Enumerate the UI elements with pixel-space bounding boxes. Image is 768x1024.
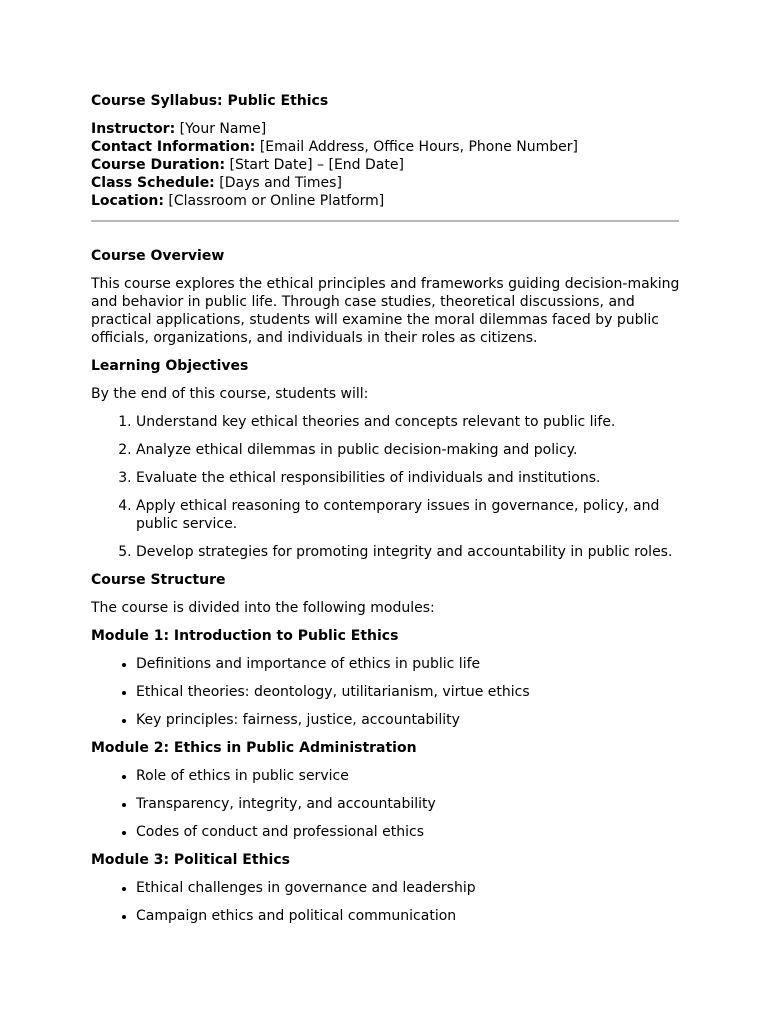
list-item: • Definitions and importance of ethics in public life [136,655,681,673]
list-item: • Ethical challenges in governance and leadership [136,879,681,897]
contact-value: [Email Address, Office Hours, Phone Number] [255,139,578,155]
objectives-heading: Learning Objectives [91,358,249,374]
schedule-line [91,174,681,192]
course-info [91,120,681,210]
location-value: [Classroom or Online Platform] [163,193,385,209]
objectives-list [91,413,681,561]
duration-label: Course Duration: [91,157,226,173]
module-2-title: Module 2: Ethics in Public Administration [91,740,417,756]
overview-text: This course explores the ethical principles and frameworks guiding decision-making and behavior in public life. Through case studies, theoretical discussions, and practical applications, students will examine the moral dilemmas faced by public officials, organizations, and individuals in their roles as citizens. [91,276,680,346]
schedule-label: Class Schedule: [91,175,215,191]
list-item: 2. Analyze ethical dilemmas in public decision-making and policy. [136,441,681,459]
duration-value: [Start Date] – [End Date] [225,157,404,173]
list-item: 3. Evaluate the ethical responsibilities of individuals and institutions. [136,469,681,487]
instructor-label: Instructor: [91,121,176,137]
location-label: Location: [91,193,164,209]
contact-line [91,138,681,156]
list-item: 4. Apply ethical reasoning to contemporary issues in governance, policy, and public service. [136,497,681,533]
list-item: • Codes of conduct and professional ethics [136,823,681,841]
structure-heading: Course Structure [91,572,226,588]
module-2-list [91,767,681,841]
location-line [91,192,681,210]
list-item: • Campaign ethics and political communication [136,907,681,925]
instructor-value: [Your Name] [175,121,267,137]
syllabus-document [91,92,681,925]
list-item: • Role of ethics in public service [136,767,681,785]
structure-intro: The course is divided into the following modules: [91,600,435,616]
list-item: • Ethical theories: deontology, utilitarianism, virtue ethics [136,683,681,701]
overview-heading: Course Overview [91,248,225,264]
list-item: 1. Understand key ethical theories and concepts relevant to public life. [136,413,681,431]
list-item: • Transparency, integrity, and accountability [136,795,681,813]
module-3-title: Module 3: Political Ethics [91,852,290,868]
module-3-list [91,879,681,925]
module-1-list [91,655,681,729]
list-item: • Key principles: fairness, justice, accountability [136,711,681,729]
contact-label: Contact Information: [91,139,256,155]
document-title: Course Syllabus: Public Ethics [91,93,329,109]
module-1-title: Module 1: Introduction to Public Ethics [91,628,399,644]
horizontal-divider [91,220,679,222]
instructor-line [91,120,681,138]
list-item: 5. Develop strategies for promoting integrity and accountability in public roles. [136,543,681,561]
objectives-intro: By the end of this course, students will: [91,386,369,402]
schedule-value: [Days and Times] [214,175,342,191]
duration-line [91,156,681,174]
